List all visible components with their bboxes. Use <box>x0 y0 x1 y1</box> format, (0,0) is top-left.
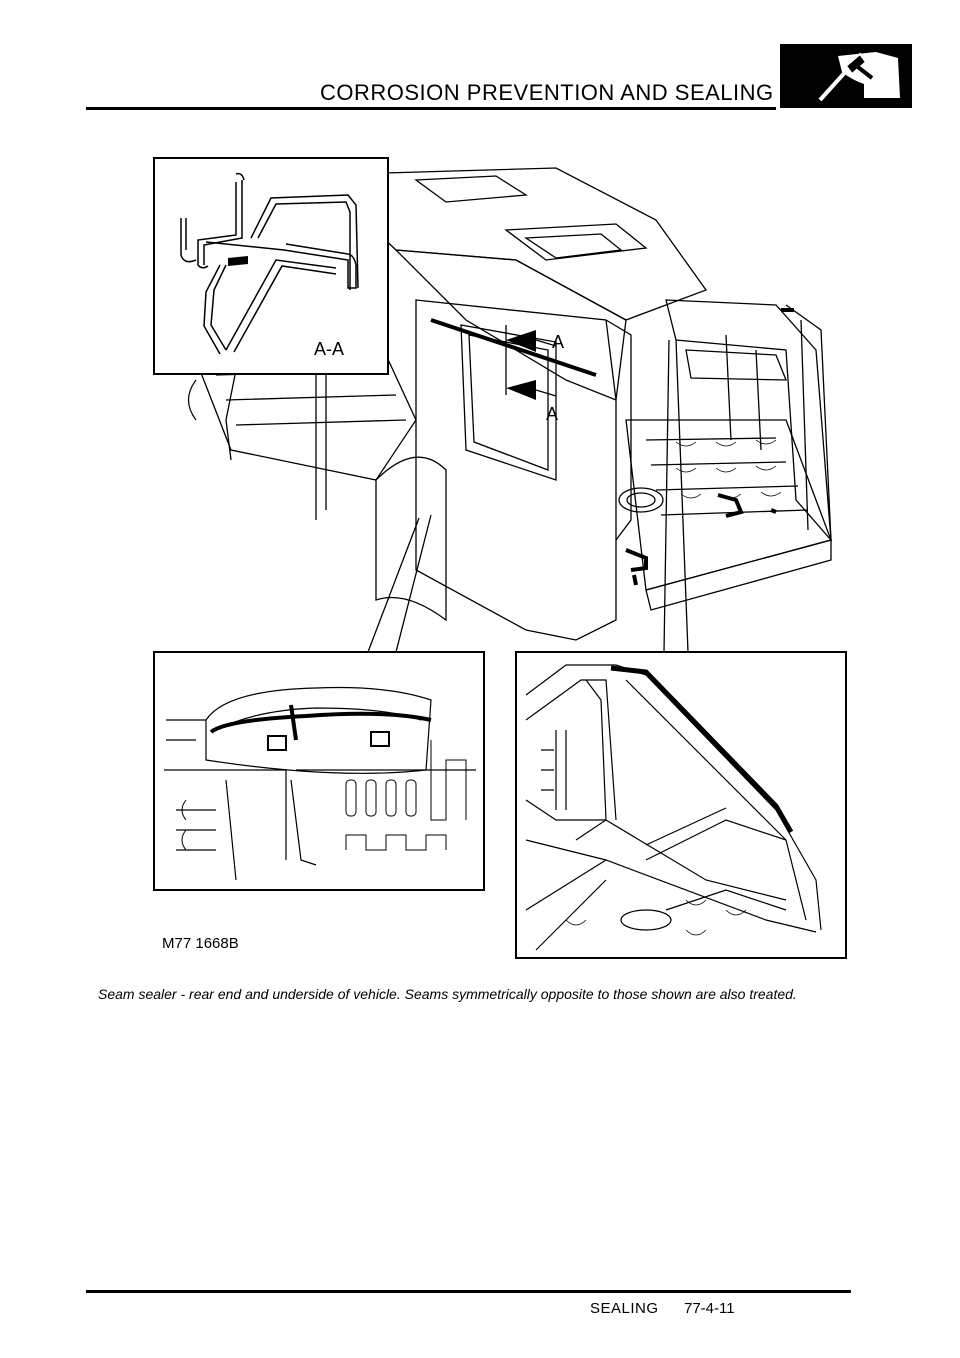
footer-section: SEALING <box>590 1300 659 1317</box>
footer-rule <box>86 1290 851 1293</box>
rust-body-panel-icon <box>780 44 912 108</box>
section-view-label: A-A <box>314 339 345 359</box>
footer-page-number: 77-4-11 <box>684 1300 735 1317</box>
figure-code: M77 1668B <box>162 935 239 952</box>
section-arrow-label-upper: A <box>552 332 565 352</box>
page-title: CORROSION PREVENTION AND SEALING <box>320 80 774 105</box>
vehicle-illustration <box>86 120 876 965</box>
header-rule <box>86 107 776 110</box>
inset-section-view <box>154 158 388 374</box>
section-arrow-label-lower: A <box>546 404 559 424</box>
figure-caption: Seam sealer - rear end and underside of vehicle. Seams symmetrically opposite to those shown are also treated. <box>98 986 797 1002</box>
